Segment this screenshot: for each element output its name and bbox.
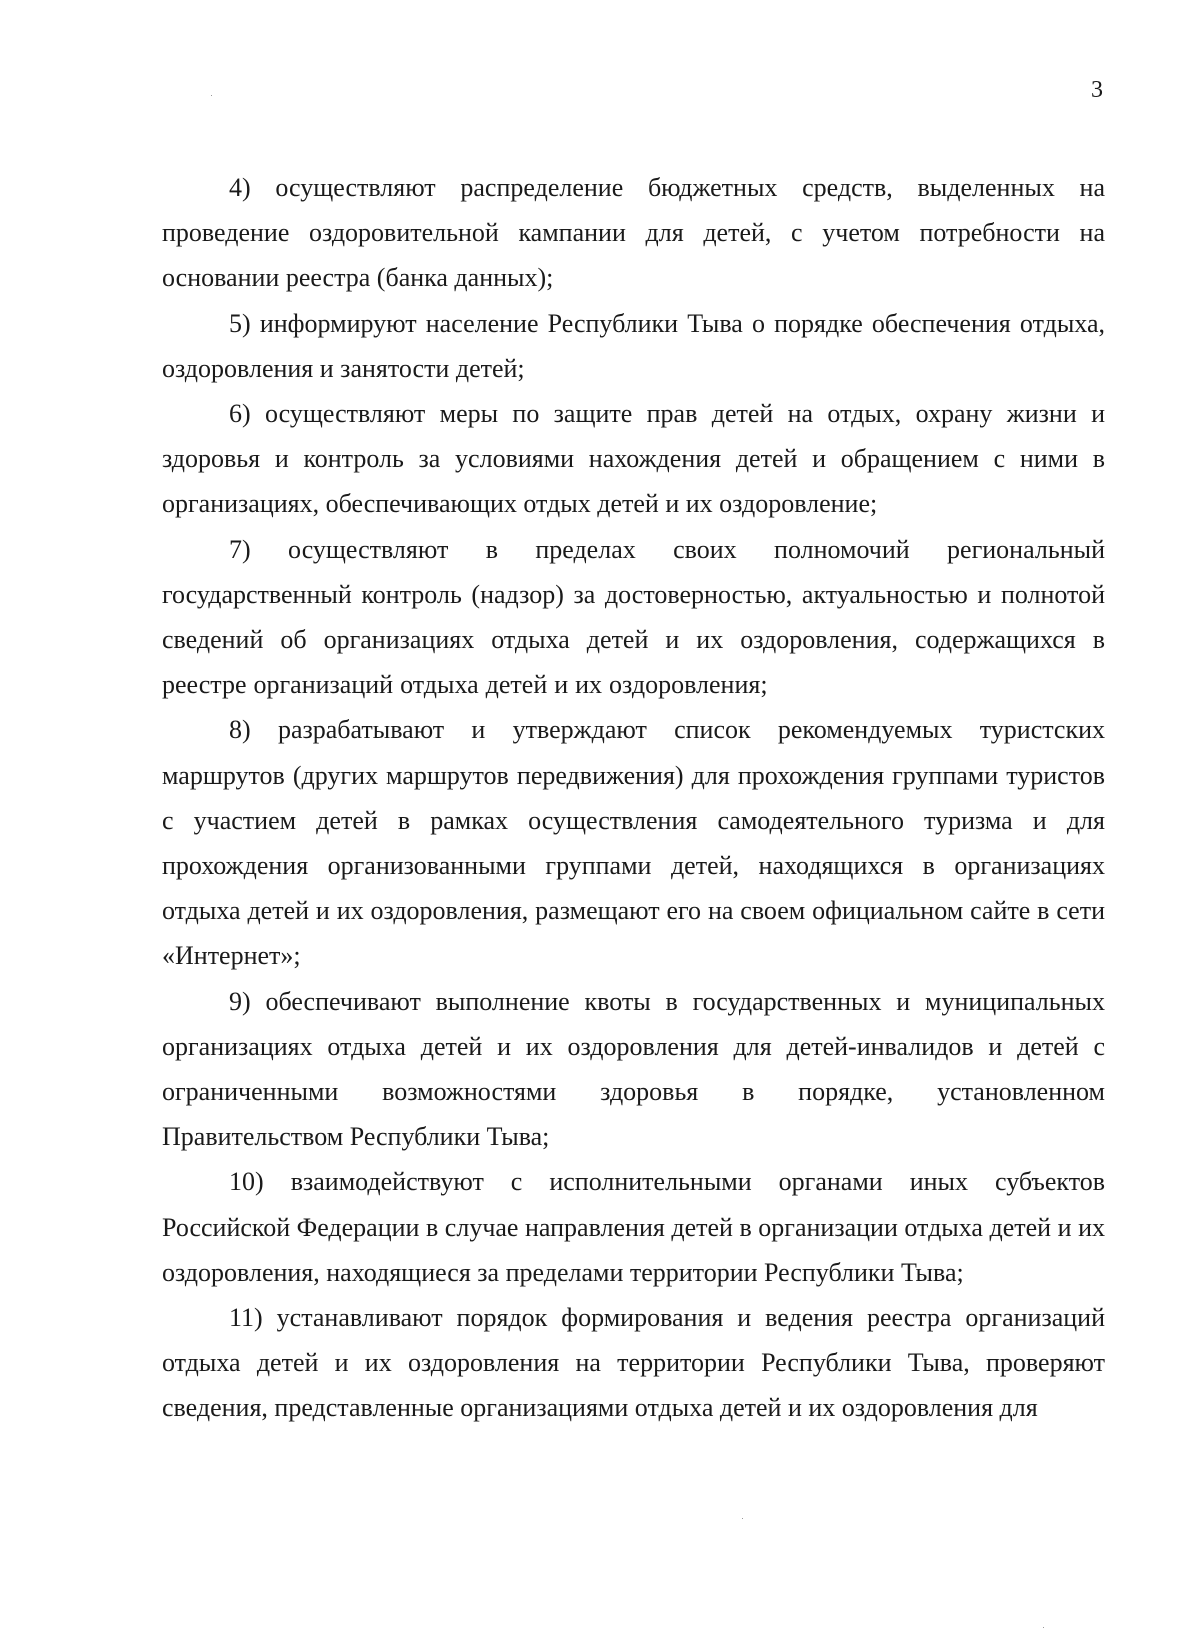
list-item xyxy=(162,165,1105,301)
item-number: 4) xyxy=(229,173,251,202)
item-text: информируют население Республики Тыва о порядке обеспечения отдыха, оздоровления и занятости детей; xyxy=(162,308,1105,383)
item-number: 8) xyxy=(229,715,251,745)
list-item xyxy=(162,301,1105,391)
item-text: осуществляют меры по защите прав детей на отдых, охрану жизни и здоровья и контроль за условиями нахождения детей и обращением с ними в организациях, обеспечивающих отдых детей и их оздоровление; xyxy=(162,399,1105,519)
item-number: 5) xyxy=(229,308,251,338)
page-number: 3 xyxy=(1091,77,1103,103)
list-item xyxy=(162,527,1105,708)
item-text: осуществляют распределение бюджетных средств, выделенных на проведение оздоровительной кампании для детей, с учетом потребности на основании реестра (банка данных); xyxy=(162,173,1106,293)
item-number: 6) xyxy=(229,399,251,429)
list-item xyxy=(162,391,1105,527)
item-text: взаимодействуют с исполнительными органами иных субъектов Российской Федерации в случае направления детей в организации отдыха детей и их оздоровления, находящиеся за пределами территории Республики Тыва; xyxy=(162,1167,1106,1287)
scan-speck xyxy=(742,1518,743,1519)
scan-speck xyxy=(1043,1627,1044,1628)
document-body xyxy=(162,165,1105,1431)
list-item xyxy=(162,1159,1105,1295)
item-text: разрабатывают и утверждают список рекомендуемых туристских маршрутов (других маршрутов передвижения) для прохождения группами туристов с участием детей в рамках осуществления самодеятельного туризма и для прохождения организованными группами детей, находящихся в организациях отдыха детей и их оздоровления, размещают его на своем официальном сайте в сети «Интернет»; xyxy=(162,715,1106,971)
item-number: 7) xyxy=(229,534,251,564)
item-text: устанавливают порядок формирования и ведения реестра организаций отдыха детей и их оздоровления на территории Республики Тыва, проверяют сведения, представленные организациями отдыха детей и их оздоровления для xyxy=(162,1303,1105,1423)
list-item xyxy=(162,979,1105,1160)
list-item xyxy=(162,707,1105,978)
item-number: 10) xyxy=(229,1167,264,1197)
scan-speck xyxy=(211,95,212,96)
item-number: 9) xyxy=(229,986,251,1016)
item-text: обеспечивают выполнение квоты в государственных и муниципальных организациях отдыха детей и их оздоровления для детей-инвалидов и детей с ограниченными возможностями здоровья в порядке, установленном Правительством Республики Тыва; xyxy=(162,986,1106,1152)
list-item xyxy=(162,1295,1105,1431)
item-text: осуществляют в пределах своих полномочий региональный государственный контроль (надзор) за достоверностью, актуальностью и полнотой сведений об организациях отдыха детей и их оздоровления, содержащихся в реестре организаций отдыха детей и их оздоровления; xyxy=(162,534,1105,700)
item-number: 11) xyxy=(229,1303,263,1333)
